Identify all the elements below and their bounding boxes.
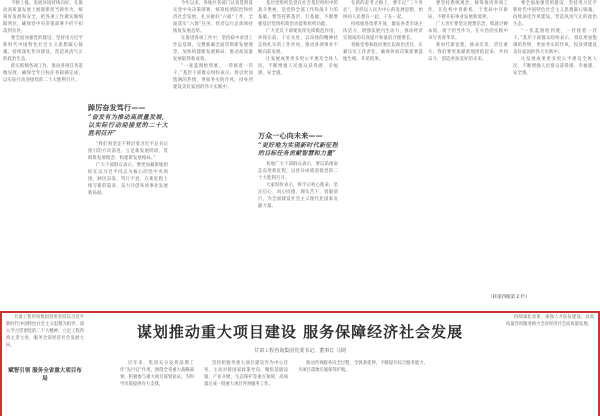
- section-deck-1: “奋发有为推动高质量发展，以实际行动迎接党的二十大胜利召开”: [88, 114, 168, 137]
- article-column-5: [343, 0, 423, 302]
- column-2-para-2: 广大干部群众表示，要更加紧密地团结在以习近平同志为核心的党中央周围，踔厉奋发、笃行不怠，在新征程上续写新的篇章，奋力开创各项事业发展新局面。: [88, 163, 168, 196]
- article-column-4b: [258, 128, 338, 302]
- feature-headline: 谋划推动重大项目建设 服务保障经济社会发展: [136, 323, 464, 341]
- section-deck-2: “更好地为实现新时代新征程的目标任务贡献智慧和力量”: [258, 142, 338, 157]
- column-6-para-2: 广大青年要坚定理想信念，练就过硬本领，勇于担当作为，在火热的实践中书写青春华章。: [428, 22, 508, 41]
- column-3-para-2: 在推进各项工作中，坚持稳中求进工作总基调，完整准确全面贯彻新发展理念，加快构建新发展格局，推动高质量发展取得新成效。: [173, 36, 253, 62]
- feature-column-2: [120, 360, 194, 416]
- column-4-para-2: 广大党员干部要发挥先锋模范作用，冲锋在前、干在实处，以昂扬的精神状态和扎实的工作作风，推动各项事业不断向前发展。: [258, 29, 338, 55]
- continued-note: （转第四版第 2 栏）: [488, 295, 530, 300]
- feature-left-subhead: 赋智引领 服务全省重大项目布局: [8, 368, 82, 382]
- column-7-para-3: 让发展成果更多更公平惠及全体人民，不断增强人民群众获得感、幸福感、安全感。: [513, 57, 597, 76]
- column-7-para-1: 要全面加强党的建设，坚持用习近平新时代中国特色社会主义思想凝心铸魂，持续深化作风建设，营造风清气正的政治生态。: [513, 1, 597, 27]
- column-5-para-1: 在新的赶考之路上，要牢记“三个务必”，坚持以人民为中心的发展思想，始终同人民想在一起、干在一起。: [343, 1, 423, 20]
- column-1-para-3: 抓实抓细各项工作，推动各项任务落地见效，确保全年目标任务圆满完成，以实际行动迎接党的二十大胜利召开。: [3, 64, 83, 83]
- column-3-para-3: “一张蓝图绘到底，一茬接着一茬干。”基层干部群众纷纷表示，将以更加饱满的热情、更加务实的作风，投身到建设美好家园的伟大实践中。: [173, 64, 253, 90]
- feature-right-text: 持续深化改革，加强人才队伍建设，以高质量咨询服务助力全省经济社会高质量发展。: [506, 315, 594, 327]
- feature-col2-text: 近年来，集团充分发挥前期工作“先行官”作用，围绕全省重大战略部署，积极参与重大项目谋划论证，为科学决策提供有力支撑。: [120, 361, 194, 387]
- section-subhead-1: 踔厉奋发笃行——: [88, 104, 146, 112]
- article-column-7: [513, 0, 597, 290]
- feature-column-3: [204, 360, 288, 416]
- column-6-para-3: 新时代新征程，使命光荣、责任重大。我们要更加紧密地团结起来，共同奋斗，创造更加美好的未来。: [428, 43, 508, 62]
- section-subhead-2: 万众一心向未来——: [258, 132, 323, 140]
- column-7-para-2: “一张蓝图绘到底，一茬接着一茬干。”基层干部群众纷纷表示，将以更加饱满的热情、更加务实的作风，投身到建设美好家园的伟大实践中。: [513, 29, 597, 55]
- feature-col4-text: 推动咨询服务向全过程、全链条延伸，不断提升综合服务能力，为项目落地实施保驾护航。: [298, 361, 428, 373]
- column-3-para-1: 今年以来，各地区各部门认真贯彻落实党中央决策部署，统筹疫情防控和经济社会发展，扎实做好“六稳”工作、全面落实“六保”任务，经济运行总体保持恢复发展态势。: [173, 1, 253, 34]
- article-column-1: [3, 0, 83, 302]
- column-5-para-2: 持续推进改革开放，激发各类市场主体活力，增强发展内生动力，推动经济实现质的有效提升和量的合理增长。: [343, 22, 423, 41]
- column-6-para-1: 要坚持系统观念，统筹推进各项工作，在危机中育新机、于变局中开新局，不断开拓事业发展新境界。: [428, 1, 508, 20]
- column-4b-para-2: 大家纷纷表示，将牢记初心使命，坚定信心、同心同德，埋头苦干、勇毅前行，为全面建设社会主义现代化国家贡献力量。: [258, 183, 338, 209]
- column-4-para-1: 基层党组织是党在社会基层组织中的战斗堡垒，是党的全部工作和战斗力的基础。要坚持抓基层、打基础，不断增强基层党组织政治功能和组织功能。: [258, 1, 338, 27]
- feature-left-column: [6, 314, 84, 416]
- article-column-6: [428, 0, 508, 302]
- column-1-para-1: 不断上涨，发展环境持续向好，在推动高质量发展上展现新担当新作为，统筹好发展和安全，把各项工作做实做细做到位，确保党中央决策部署不折不扣落到实处。: [3, 1, 83, 34]
- feature-byline: 甘肃工程咨询集团党委书记、董事长 马钢: [254, 348, 346, 354]
- feature-column-4: [298, 360, 428, 416]
- column-2-para-1: “我们将坚定不移沿着习近平总书记指引的方向前进，立足新发展阶段、贯彻新发展理念、构建新发展格局。”: [88, 142, 168, 161]
- column-4b-para-1: 各地广大干部群众表示，要以昂扬姿态奋进新征程，以优异成绩迎接党的二十大胜利召开。: [258, 162, 338, 181]
- article-column-2: [88, 100, 168, 302]
- feature-left-text: 甘肃工程咨询集团党委坚持以习近平新时代中国特色社会主义思想为指导，深入学习贯彻党的二十大精神，立足工程咨询主责主业，服务全省经济社会发展大局。: [6, 315, 84, 348]
- column-4-para-3: 让发展成果更多更公平惠及全体人民，不断增强人民群众获得感、幸福感、安全感。: [258, 57, 338, 76]
- column-5-para-3: 各级党委和政府要扛起政治责任，压紧压实工作责任，确保各项决策部署落地生根、开花结果。: [343, 43, 423, 62]
- feature-col3-text: 坚持把服务重大项目建设作为中心任务，主动对接国家政策导向，聚焦基础设施、产业升级、生态保护等重点领域，高质量完成一批重大项目咨询服务工作。: [204, 361, 288, 387]
- column-1-para-2: 要全面加强党的建设，坚持用习近平新时代中国特色社会主义思想凝心铸魂，持续深化作风建设，营造风清气正的政治生态。: [3, 36, 83, 62]
- article-column-3: [173, 0, 253, 302]
- feature-right-column: [506, 314, 594, 416]
